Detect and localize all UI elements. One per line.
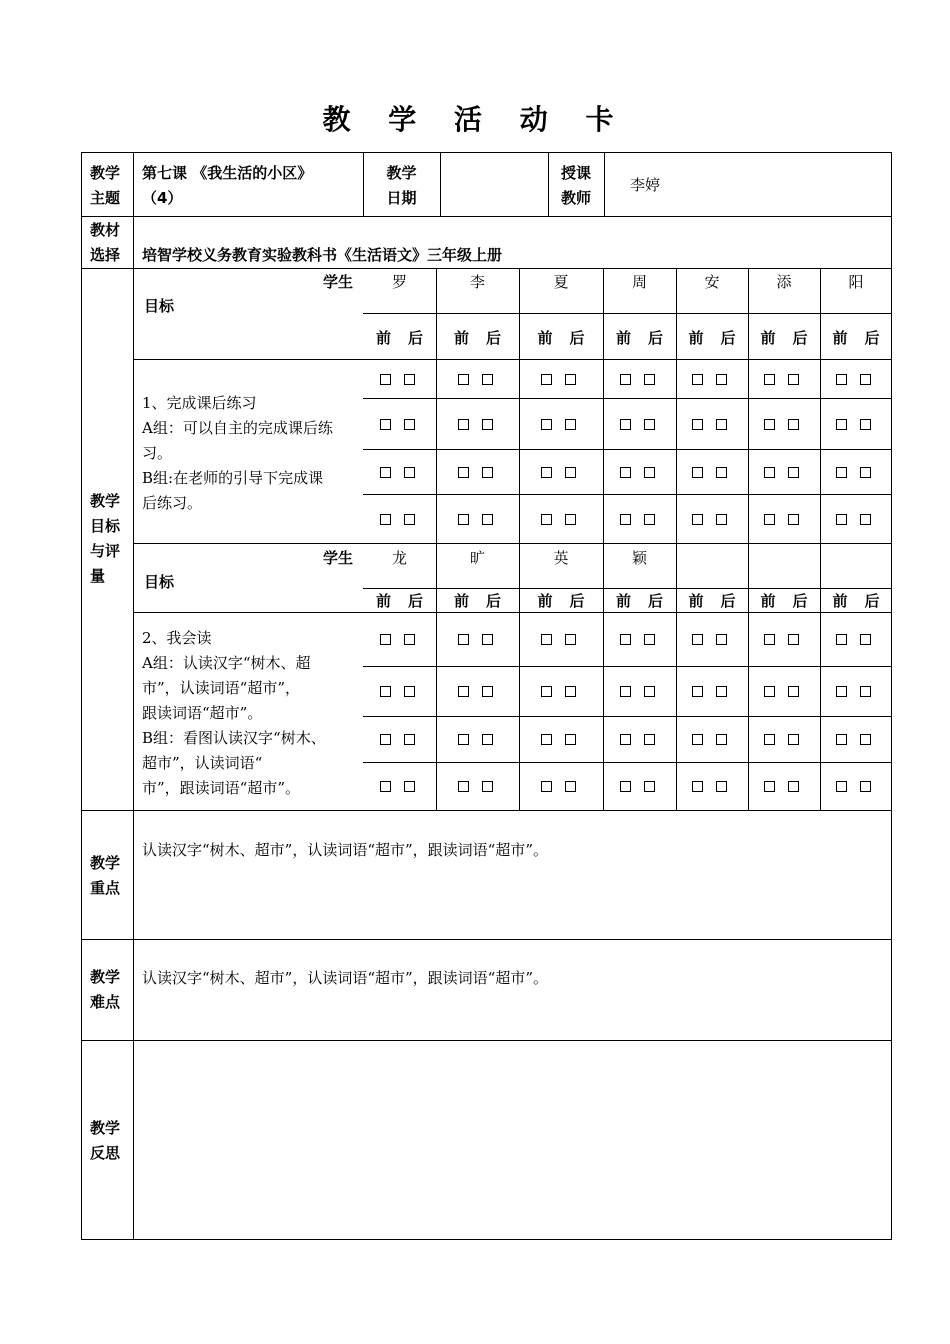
after-label: 后 — [569, 329, 585, 347]
checkbox-after[interactable] — [644, 467, 655, 478]
checkbox-after[interactable] — [716, 374, 727, 385]
checkbox-after[interactable] — [788, 734, 799, 745]
checkbox-after[interactable] — [860, 734, 871, 745]
checkbox-before[interactable] — [764, 686, 775, 697]
checkbox-after[interactable] — [788, 634, 799, 645]
checkbox-before[interactable] — [620, 419, 631, 430]
checkbox-after[interactable] — [716, 467, 727, 478]
after-label: 后 — [864, 592, 880, 610]
checkbox-after[interactable] — [860, 514, 871, 525]
checkbox-after[interactable] — [482, 686, 493, 697]
column-divider — [133, 152, 134, 1240]
student-name: 周 — [631, 273, 647, 291]
student-name: 英 — [553, 549, 569, 567]
checkbox-after[interactable] — [404, 514, 415, 525]
row-divider — [363, 494, 892, 495]
column-divider — [820, 543, 821, 810]
column-divider — [436, 268, 437, 543]
after-label: 后 — [720, 592, 736, 610]
checkbox-after[interactable] — [565, 374, 576, 385]
student-label-2: 学生 — [323, 549, 354, 567]
after-label: 后 — [407, 592, 423, 610]
checkbox-before[interactable] — [458, 514, 469, 525]
column-divider — [603, 268, 604, 543]
checkbox-after[interactable] — [565, 781, 576, 792]
goal-text-2: 2、我会读 A组：认读汉字“树木、超 市”，认读词语“超市”， 跟读词语“超市”。 B组：看图认读汉字“树木、 超市”，认读词语“ 市”，跟读词语“超市”。 — [142, 629, 326, 797]
checkbox-before[interactable] — [692, 467, 703, 478]
after-label: 后 — [864, 329, 880, 347]
checkbox-before[interactable] — [380, 514, 391, 525]
checkbox-after[interactable] — [716, 781, 727, 792]
date-label: 教学 日期 — [386, 164, 417, 207]
after-label: 后 — [647, 329, 663, 347]
row-divider — [133, 612, 892, 613]
checkbox-after[interactable] — [404, 686, 415, 697]
checkbox-after[interactable] — [565, 634, 576, 645]
checkbox-before[interactable] — [692, 374, 703, 385]
checkbox-after[interactable] — [788, 514, 799, 525]
checkbox-after[interactable] — [644, 734, 655, 745]
checkbox-after[interactable] — [482, 467, 493, 478]
row-divider — [81, 268, 892, 269]
checkbox-before[interactable] — [458, 467, 469, 478]
checkbox-before[interactable] — [380, 467, 391, 478]
row-divider — [81, 810, 892, 811]
checkbox-before[interactable] — [541, 686, 552, 697]
checkbox-after[interactable] — [565, 686, 576, 697]
checkbox-before[interactable] — [458, 734, 469, 745]
student-name: 龙 — [391, 549, 407, 567]
checkbox-before[interactable] — [692, 514, 703, 525]
row-divider — [363, 449, 892, 450]
checkbox-before[interactable] — [541, 467, 552, 478]
checkbox-before[interactable] — [620, 374, 631, 385]
row-divider — [81, 216, 892, 217]
checkbox-before[interactable] — [541, 514, 552, 525]
checkbox-before[interactable] — [380, 781, 391, 792]
checkbox-after[interactable] — [482, 634, 493, 645]
checkbox-before[interactable] — [764, 374, 775, 385]
before-label: 前 — [832, 592, 848, 610]
checkbox-after[interactable] — [404, 467, 415, 478]
checkbox-after[interactable] — [644, 374, 655, 385]
checkbox-after[interactable] — [860, 634, 871, 645]
checkbox-after[interactable] — [404, 781, 415, 792]
before-label: 前 — [615, 592, 631, 610]
checkbox-before[interactable] — [836, 634, 847, 645]
checkbox-before[interactable] — [764, 419, 775, 430]
checkbox-after[interactable] — [482, 781, 493, 792]
checkbox-after[interactable] — [644, 514, 655, 525]
column-divider — [436, 543, 437, 810]
student-label-1: 学生 — [323, 273, 354, 291]
checkbox-after[interactable] — [565, 467, 576, 478]
row-divider — [81, 1040, 892, 1041]
checkbox-before[interactable] — [541, 634, 552, 645]
checkbox-before[interactable] — [764, 514, 775, 525]
reflection-label: 教学 反思 — [90, 1119, 121, 1162]
before-label: 前 — [453, 592, 469, 610]
checkbox-before[interactable] — [380, 419, 391, 430]
checkbox-after[interactable] — [644, 686, 655, 697]
goal-label-1: 目标 — [144, 297, 175, 315]
difficulty-value: 认读汉字“树木、超市”，认读词语“超市”，跟读词语“超市”。 — [142, 969, 549, 987]
before-label: 前 — [760, 592, 776, 610]
goal-label-2: 目标 — [144, 573, 175, 591]
checkbox-before[interactable] — [620, 686, 631, 697]
checkbox-before[interactable] — [764, 634, 775, 645]
checkbox-after[interactable] — [482, 374, 493, 385]
page-title: 教 学 活 动 卡 — [322, 103, 628, 136]
checkbox-after[interactable] — [788, 419, 799, 430]
student-name: 旷 — [469, 549, 485, 567]
student-name: 颖 — [631, 549, 647, 567]
student-name: 李 — [469, 273, 485, 291]
checkbox-before[interactable] — [458, 686, 469, 697]
checkbox-after[interactable] — [860, 374, 871, 385]
checkbox-after[interactable] — [565, 419, 576, 430]
row-divider — [363, 398, 892, 399]
key-point-value: 认读汉字“树木、超市”，认读词语“超市”，跟读词语“超市”。 — [142, 841, 549, 859]
column-divider — [519, 268, 520, 543]
checkbox-before[interactable] — [620, 514, 631, 525]
checkbox-after[interactable] — [404, 374, 415, 385]
column-divider — [604, 152, 605, 216]
checkbox-after[interactable] — [716, 514, 727, 525]
checkbox-before[interactable] — [380, 734, 391, 745]
student-name: 阳 — [848, 273, 864, 291]
row-divider — [363, 716, 892, 717]
checkbox-before[interactable] — [458, 781, 469, 792]
teacher-label: 授课 教师 — [560, 164, 591, 207]
before-label: 前 — [760, 329, 776, 347]
after-label: 后 — [720, 329, 736, 347]
row-divider — [363, 666, 892, 667]
checkbox-before[interactable] — [764, 781, 775, 792]
after-label: 后 — [407, 329, 423, 347]
row-divider — [81, 939, 892, 940]
after-label: 后 — [485, 592, 501, 610]
checkbox-before[interactable] — [836, 467, 847, 478]
checkbox-after[interactable] — [788, 686, 799, 697]
checkbox-before[interactable] — [620, 781, 631, 792]
checkbox-before[interactable] — [458, 419, 469, 430]
before-label: 前 — [375, 592, 391, 610]
checkbox-after[interactable] — [788, 374, 799, 385]
checkbox-after[interactable] — [860, 467, 871, 478]
before-label: 前 — [375, 329, 391, 347]
checkbox-before[interactable] — [541, 781, 552, 792]
checkbox-before[interactable] — [380, 374, 391, 385]
checkbox-after[interactable] — [860, 419, 871, 430]
row-divider — [133, 359, 892, 360]
checkbox-before[interactable] — [764, 467, 775, 478]
checkbox-after[interactable] — [565, 514, 576, 525]
after-label: 后 — [485, 329, 501, 347]
checkbox-before[interactable] — [692, 686, 703, 697]
column-divider — [676, 268, 677, 543]
row-divider — [133, 543, 892, 544]
before-label: 前 — [615, 329, 631, 347]
before-label: 前 — [537, 592, 553, 610]
checkbox-before[interactable] — [541, 374, 552, 385]
before-label: 前 — [832, 329, 848, 347]
assessment-label: 教学 目标 与评 量 — [90, 492, 121, 585]
goal-text-1: 1、完成课后练习 A组：可以自主的完成课后练 习。 B组:在老师的引导下完成课 后练习。 — [142, 394, 333, 512]
student-name: 添 — [776, 273, 792, 291]
checkbox-after[interactable] — [644, 419, 655, 430]
checkbox-after[interactable] — [788, 467, 799, 478]
student-name: 罗 — [391, 273, 407, 291]
column-divider — [820, 268, 821, 543]
checkbox-after[interactable] — [482, 734, 493, 745]
checkbox-after[interactable] — [788, 781, 799, 792]
checkbox-before[interactable] — [836, 514, 847, 525]
checkbox-before[interactable] — [692, 781, 703, 792]
checkbox-after[interactable] — [716, 634, 727, 645]
after-label: 后 — [792, 592, 808, 610]
before-label: 前 — [537, 329, 553, 347]
row-divider — [363, 762, 892, 763]
topic-label: 教学 主题 — [90, 164, 121, 207]
checkbox-before[interactable] — [458, 634, 469, 645]
checkbox-before[interactable] — [620, 634, 631, 645]
checkbox-after[interactable] — [565, 734, 576, 745]
checkbox-before[interactable] — [620, 467, 631, 478]
checkbox-after[interactable] — [860, 781, 871, 792]
column-divider — [748, 268, 749, 543]
column-divider — [676, 543, 677, 810]
checkbox-before[interactable] — [620, 734, 631, 745]
checkbox-after[interactable] — [644, 781, 655, 792]
row-divider — [363, 313, 892, 314]
checkbox-before[interactable] — [458, 374, 469, 385]
key-point-label: 教学 重点 — [90, 854, 121, 897]
material-label: 教材 选择 — [90, 221, 121, 264]
checkbox-after[interactable] — [716, 686, 727, 697]
checkbox-before[interactable] — [836, 374, 847, 385]
after-label: 后 — [569, 592, 585, 610]
checkbox-after[interactable] — [482, 419, 493, 430]
student-name: 安 — [704, 273, 720, 291]
checkbox-before[interactable] — [541, 734, 552, 745]
material-value: 培智学校义务教育实验教科书《生活语文》三年级上册 — [142, 246, 503, 264]
checkbox-after[interactable] — [404, 734, 415, 745]
checkbox-before[interactable] — [836, 686, 847, 697]
before-label: 前 — [688, 329, 704, 347]
checkbox-before[interactable] — [541, 419, 552, 430]
checkbox-after[interactable] — [404, 419, 415, 430]
checkbox-before[interactable] — [692, 734, 703, 745]
before-label: 前 — [688, 592, 704, 610]
before-label: 前 — [453, 329, 469, 347]
checkbox-after[interactable] — [860, 686, 871, 697]
teacher-value: 李婷 — [630, 176, 661, 194]
checkbox-before[interactable] — [380, 686, 391, 697]
checkbox-after[interactable] — [482, 514, 493, 525]
checkbox-before[interactable] — [692, 634, 703, 645]
checkbox-before[interactable] — [836, 781, 847, 792]
checkbox-before[interactable] — [836, 419, 847, 430]
checkbox-after[interactable] — [644, 634, 655, 645]
topic-value: 第七课 《我生活的小区》 （4） — [142, 164, 313, 207]
checkbox-before[interactable] — [380, 634, 391, 645]
checkbox-before[interactable] — [764, 734, 775, 745]
difficulty-label: 教学 难点 — [90, 968, 121, 1011]
student-name: 夏 — [553, 273, 569, 291]
column-divider — [748, 543, 749, 810]
column-divider — [440, 152, 441, 216]
after-label: 后 — [792, 329, 808, 347]
checkbox-after[interactable] — [404, 634, 415, 645]
checkbox-before[interactable] — [692, 419, 703, 430]
column-divider — [519, 543, 520, 810]
checkbox-after[interactable] — [716, 734, 727, 745]
checkbox-after[interactable] — [716, 419, 727, 430]
checkbox-before[interactable] — [836, 734, 847, 745]
after-label: 后 — [647, 592, 663, 610]
column-divider — [603, 543, 604, 810]
